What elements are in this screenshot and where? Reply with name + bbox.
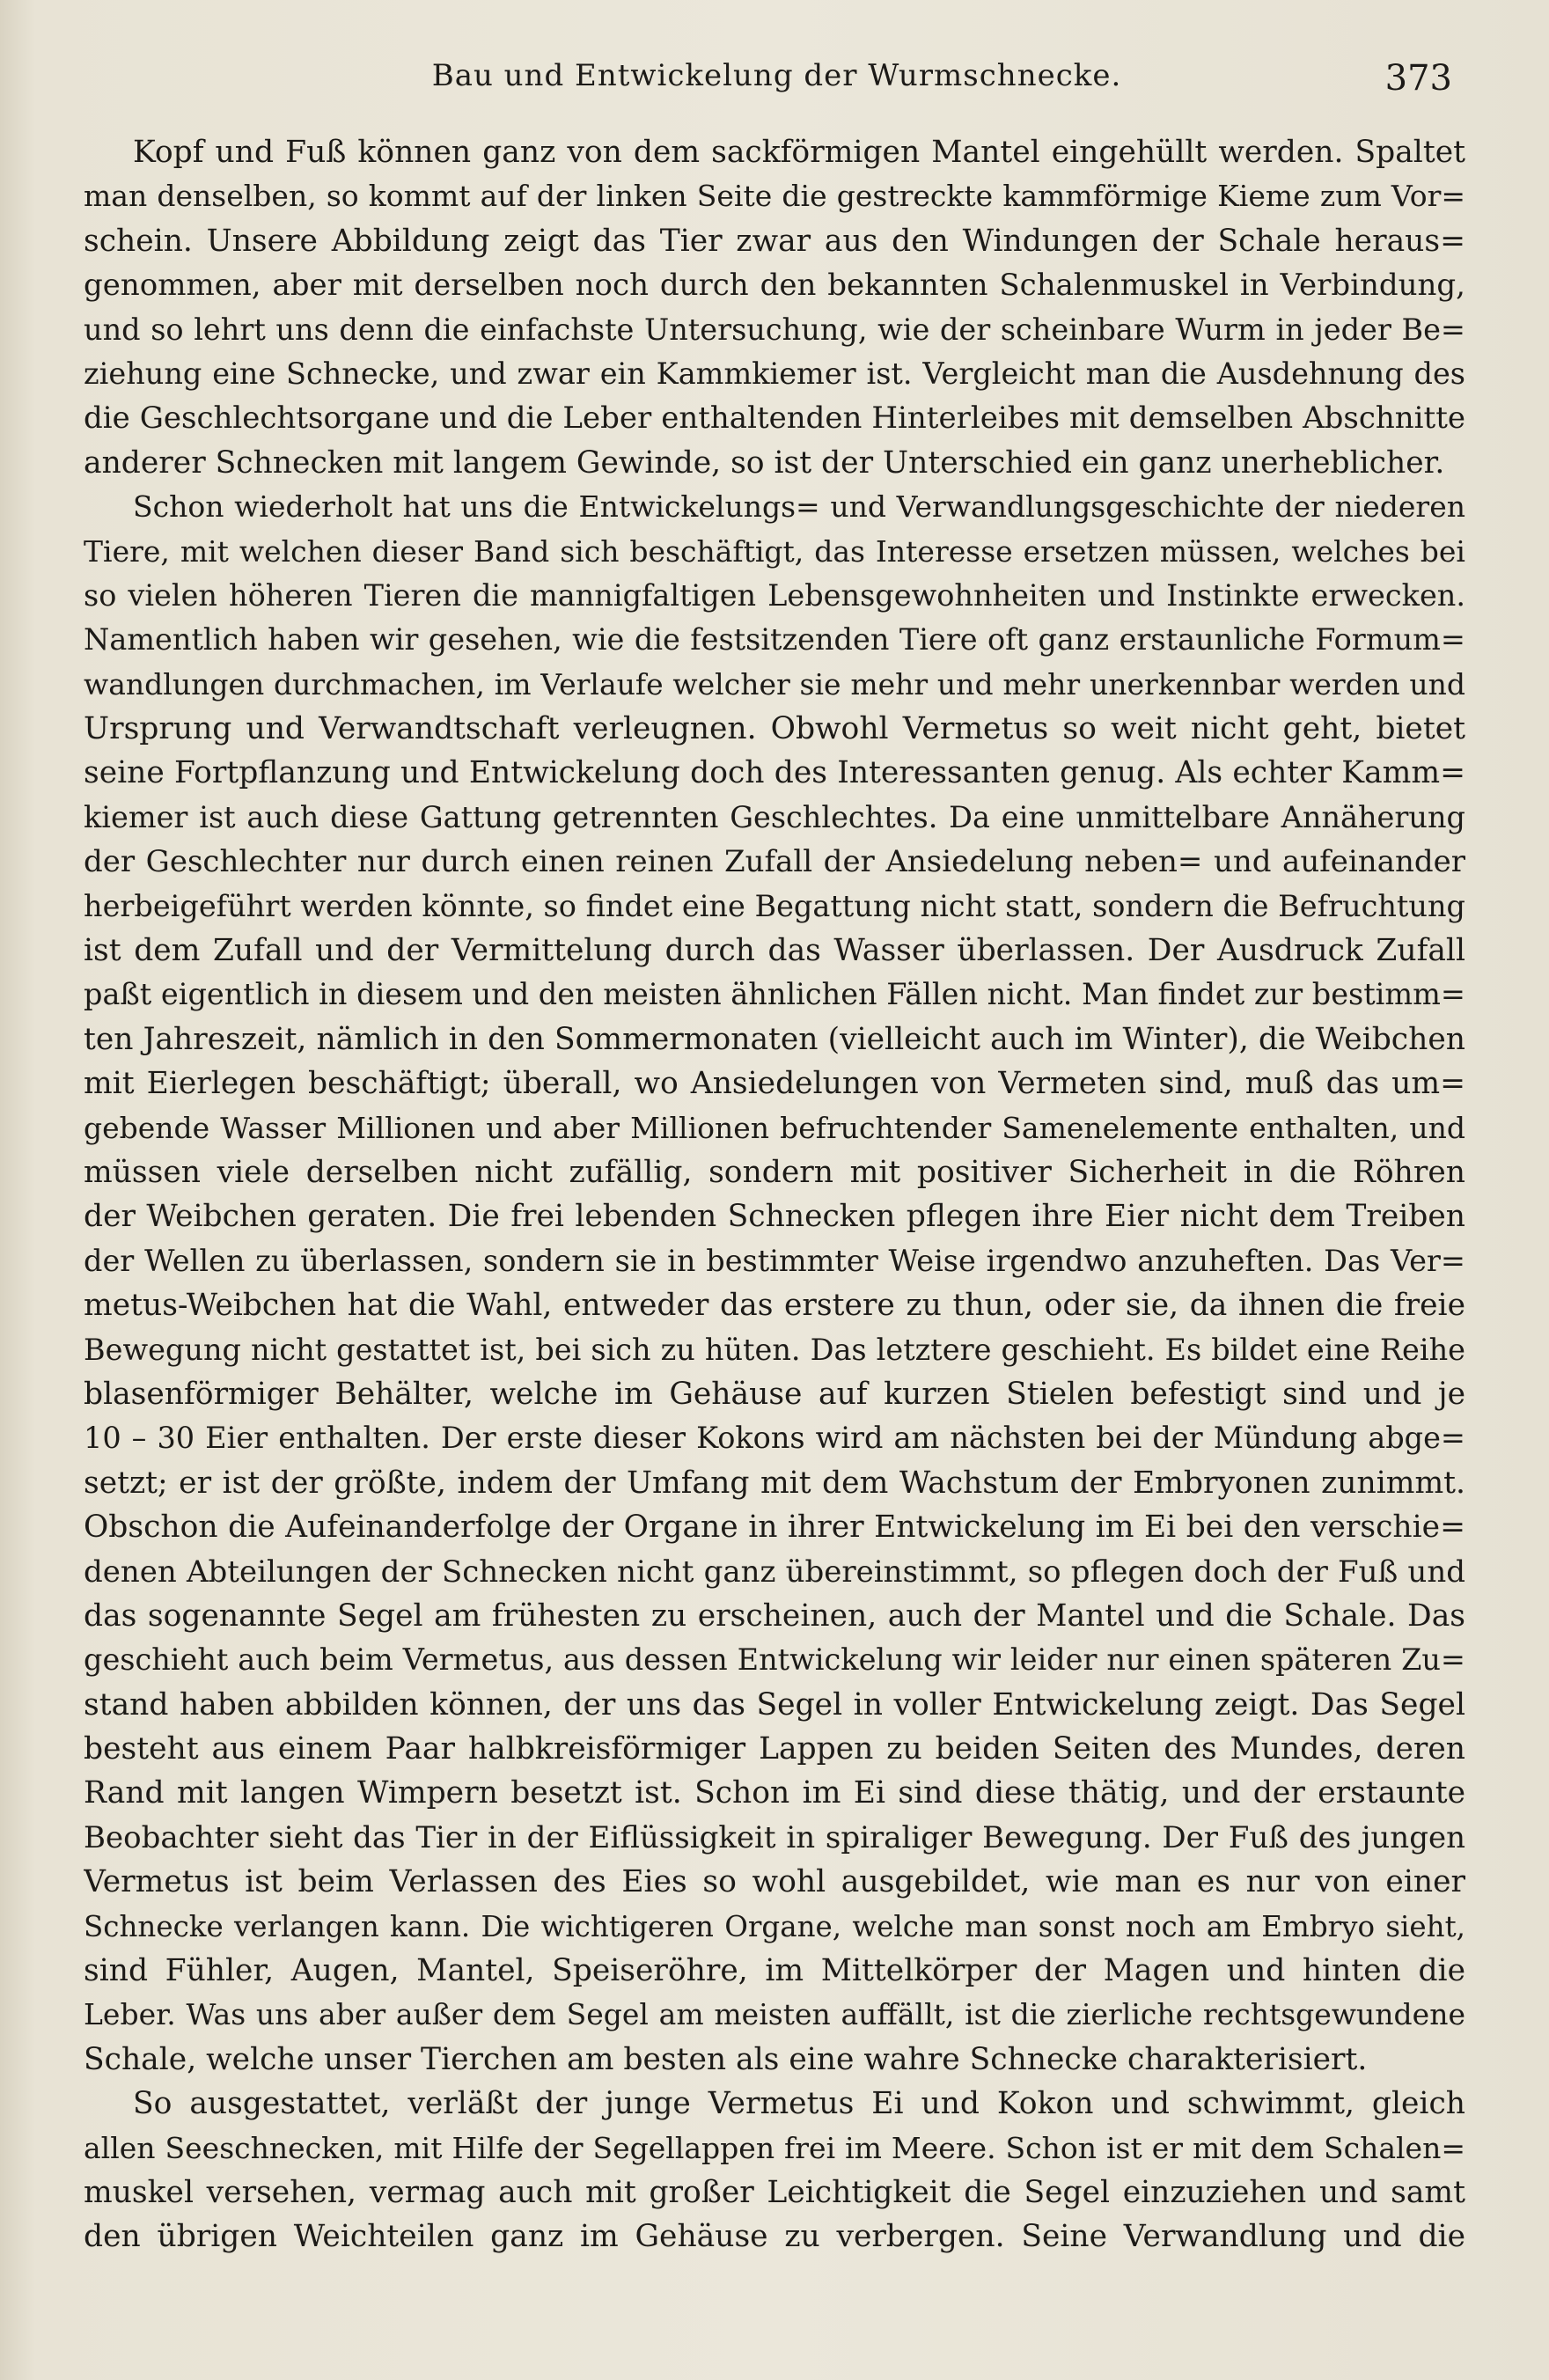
text-line: schein. Unsere Abbildung zeigt das Tier zwar aus den Windungen der Schale heraus= [84, 223, 1465, 259]
text-line: Schon wiederholt hat uns die Entwickelungs= und Verwandlungsgeschichte der niederen [133, 489, 1465, 525]
text-line: sind Fühler, Augen, Mantel, Speiseröhre, im Mittelkörper der Magen und hinten die [84, 1953, 1465, 1989]
text-line: wandlungen durchmachen, im Verlaufe welcher sie mehr und mehr unerkennbar werden und [84, 666, 1465, 702]
text-line: allen Seeschnecken, mit Hilfe der Segellappen frei im Meere. Schon ist er mit dem Schalen= [84, 2130, 1465, 2165]
text-line: Leber. Was uns aber außer dem Segel am meisten auffällt, ist die zierliche rechtsgewundene [84, 1997, 1465, 2032]
text-line: ten Jahreszeit, nämlich in den Sommermonaten (vielleicht auch im Winter), die Weibchen [84, 1021, 1465, 1057]
text-line: seine Fortpflanzung und Entwickelung doch des Interessanten genug. Als echter Kamm= [84, 755, 1465, 791]
text-line: Vermetus ist beim Verlassen des Eies so wohl ausgebildet, wie man es nur von einer [84, 1864, 1465, 1900]
text-line: blasenförmiger Behälter, welche im Gehäuse auf kurzen Stielen befestigt sind und je [84, 1376, 1465, 1412]
text-line: Obschon die Aufeinanderfolge der Organe in ihrer Entwickelung im Ei bei den verschie= [84, 1510, 1465, 1546]
page-header [84, 51, 1470, 104]
text-line: besteht aus einem Paar halbkreisförmiger Lappen zu beiden Seiten des Mundes, deren [84, 1731, 1465, 1767]
text-line: das sogenannte Segel am frühesten zu erscheinen, auch der Mantel und die Schale. Das [84, 1598, 1465, 1634]
text-line: setzt; er ist der größte, indem der Umfang mit dem Wachstum der Embryonen zunimmt. [84, 1465, 1465, 1501]
text-line: geschieht auch beim Vermetus, aus dessen Entwickelung wir leider nur einen späteren Zu= [84, 1642, 1465, 1678]
text-line: der Wellen zu überlassen, sondern sie in bestimmter Weise irgendwo anzuheften. Das Ver= [84, 1243, 1465, 1278]
text-line: Namentlich haben wir gesehen, wie die festsitzenden Tiere oft ganz erstaunliche Formum= [84, 622, 1465, 657]
text-line: so vielen höheren Tieren die mannigfaltigen Lebensgewohnheiten und Instinkte erwecken. [84, 577, 1465, 613]
text-line: mit Eierlegen beschäftigt; überall, wo Ansiedelungen von Vermeten sind, muß das um= [84, 1066, 1465, 1102]
text-line: Kopf und Fuß können ganz von dem sackförmigen Mantel eingehüllt werden. Spaltet [133, 135, 1465, 170]
body-text [84, 130, 1465, 2259]
text-line: Ursprung und Verwandtschaft verleugnen. Obwohl Vermetus so weit nicht geht, bietet [84, 711, 1465, 747]
text-line: Bewegung nicht gestattet ist, bei sich zu hüten. Das letztere geschieht. Es bildet eine Reihe [84, 1332, 1465, 1367]
text-line: Schale, welche unser Tierchen am besten als eine wahre Schnecke charakterisiert. [84, 2041, 1368, 2077]
text-line: Beobachter sieht das Tier in der Eiflüssigkeit in spiraliger Bewegung. Der Fuß des jungen [84, 1819, 1465, 1855]
text-line: die Geschlechtsorgane und die Leber enthaltenden Hinterleibes mit demselben Abschnitte [84, 400, 1465, 437]
text-line: man denselben, so kommt auf der linken Seite die gestreckte kammförmige Kieme zum Vor= [84, 179, 1465, 214]
text-line: der Geschlechter nur durch einen reinen Zufall der Ansiedelung neben= und aufeinander [84, 844, 1465, 880]
text-line: genommen, aber mit derselben noch durch den bekannten Schalenmuskel in Verbindung, [84, 268, 1465, 304]
text-line: kiemer ist auch diese Gattung getrennten Geschlechtes. Da eine unmittelbare Annäherung [84, 799, 1465, 834]
text-line: metus-Weibchen hat die Wahl, entweder das erstere zu thun, oder sie, da ihnen die freie [84, 1288, 1465, 1324]
text-line: herbeigeführt werden könnte, so findet eine Begattung nicht statt, sondern die Befruchtung [84, 888, 1465, 923]
text-line: der Weibchen geraten. Die frei lebenden Schnecken pflegen ihre Eier nicht dem Treiben [84, 1199, 1465, 1235]
text-line: muskel versehen, vermag auch mit großer Leichtigkeit die Segel einzuziehen und samt [84, 2174, 1465, 2210]
text-line: paßt eigentlich in diesem und den meisten ähnlichen Fällen nicht. Man findet zur bestimm= [84, 977, 1465, 1012]
text-line: Tiere, mit welchen dieser Band sich beschäftigt, das Interesse ersetzen müssen, welches bei [84, 533, 1465, 569]
page-number: 373 [1384, 58, 1452, 99]
running-title: Bau und Entwickelung der Wurmschnecke. [431, 58, 1122, 93]
text-line: So ausgestattet, verläßt der junge Vermetus Ei und Kokon und schwimmt, gleich [133, 2086, 1465, 2122]
text-line: ziehung eine Schnecke, und zwar ein Kammkiemer ist. Vergleicht man die Ausdehnung des [84, 356, 1465, 391]
text-line: gebende Wasser Millionen und aber Millionen befruchtender Samenelemente enthalten, und [84, 1110, 1465, 1145]
text-line: ist dem Zufall und der Vermittelung durch das Wasser überlassen. Der Ausdruck Zufall [84, 933, 1465, 969]
text-line: müssen viele derselben nicht zufällig, sondern mit positiver Sicherheit in die Röhren [84, 1154, 1465, 1190]
text-line: den übrigen Weichteilen ganz im Gehäuse zu verbergen. Seine Verwandlung und die [84, 2219, 1465, 2255]
text-line: Schnecke verlangen kann. Die wichtigeren Organe, welche man sonst noch am Embryo sieht, [84, 1909, 1465, 1943]
text-line: anderer Schnecken mit langem Gewinde, so ist der Unterschied ein ganz unerheblicher. [84, 444, 1445, 481]
text-line: denen Abteilungen der Schnecken nicht ganz übereinstimmt, so pflegen doch der Fuß und [84, 1554, 1465, 1590]
text-line: stand haben abbilden können, der uns das Segel in voller Entwickelung zeigt. Das Segel [84, 1686, 1465, 1723]
text-line: und so lehrt uns denn die einfachste Untersuchung, wie der scheinbare Wurm in jeder Be= [84, 312, 1465, 347]
text-line: 10 – 30 Eier enthalten. Der erste dieser Kokons wird am nächsten bei der Mündung abge= [84, 1421, 1465, 1456]
text-line: Rand mit langen Wimpern besetzt ist. Schon im Ei sind diese thätig, und der erstaunte [84, 1775, 1465, 1811]
